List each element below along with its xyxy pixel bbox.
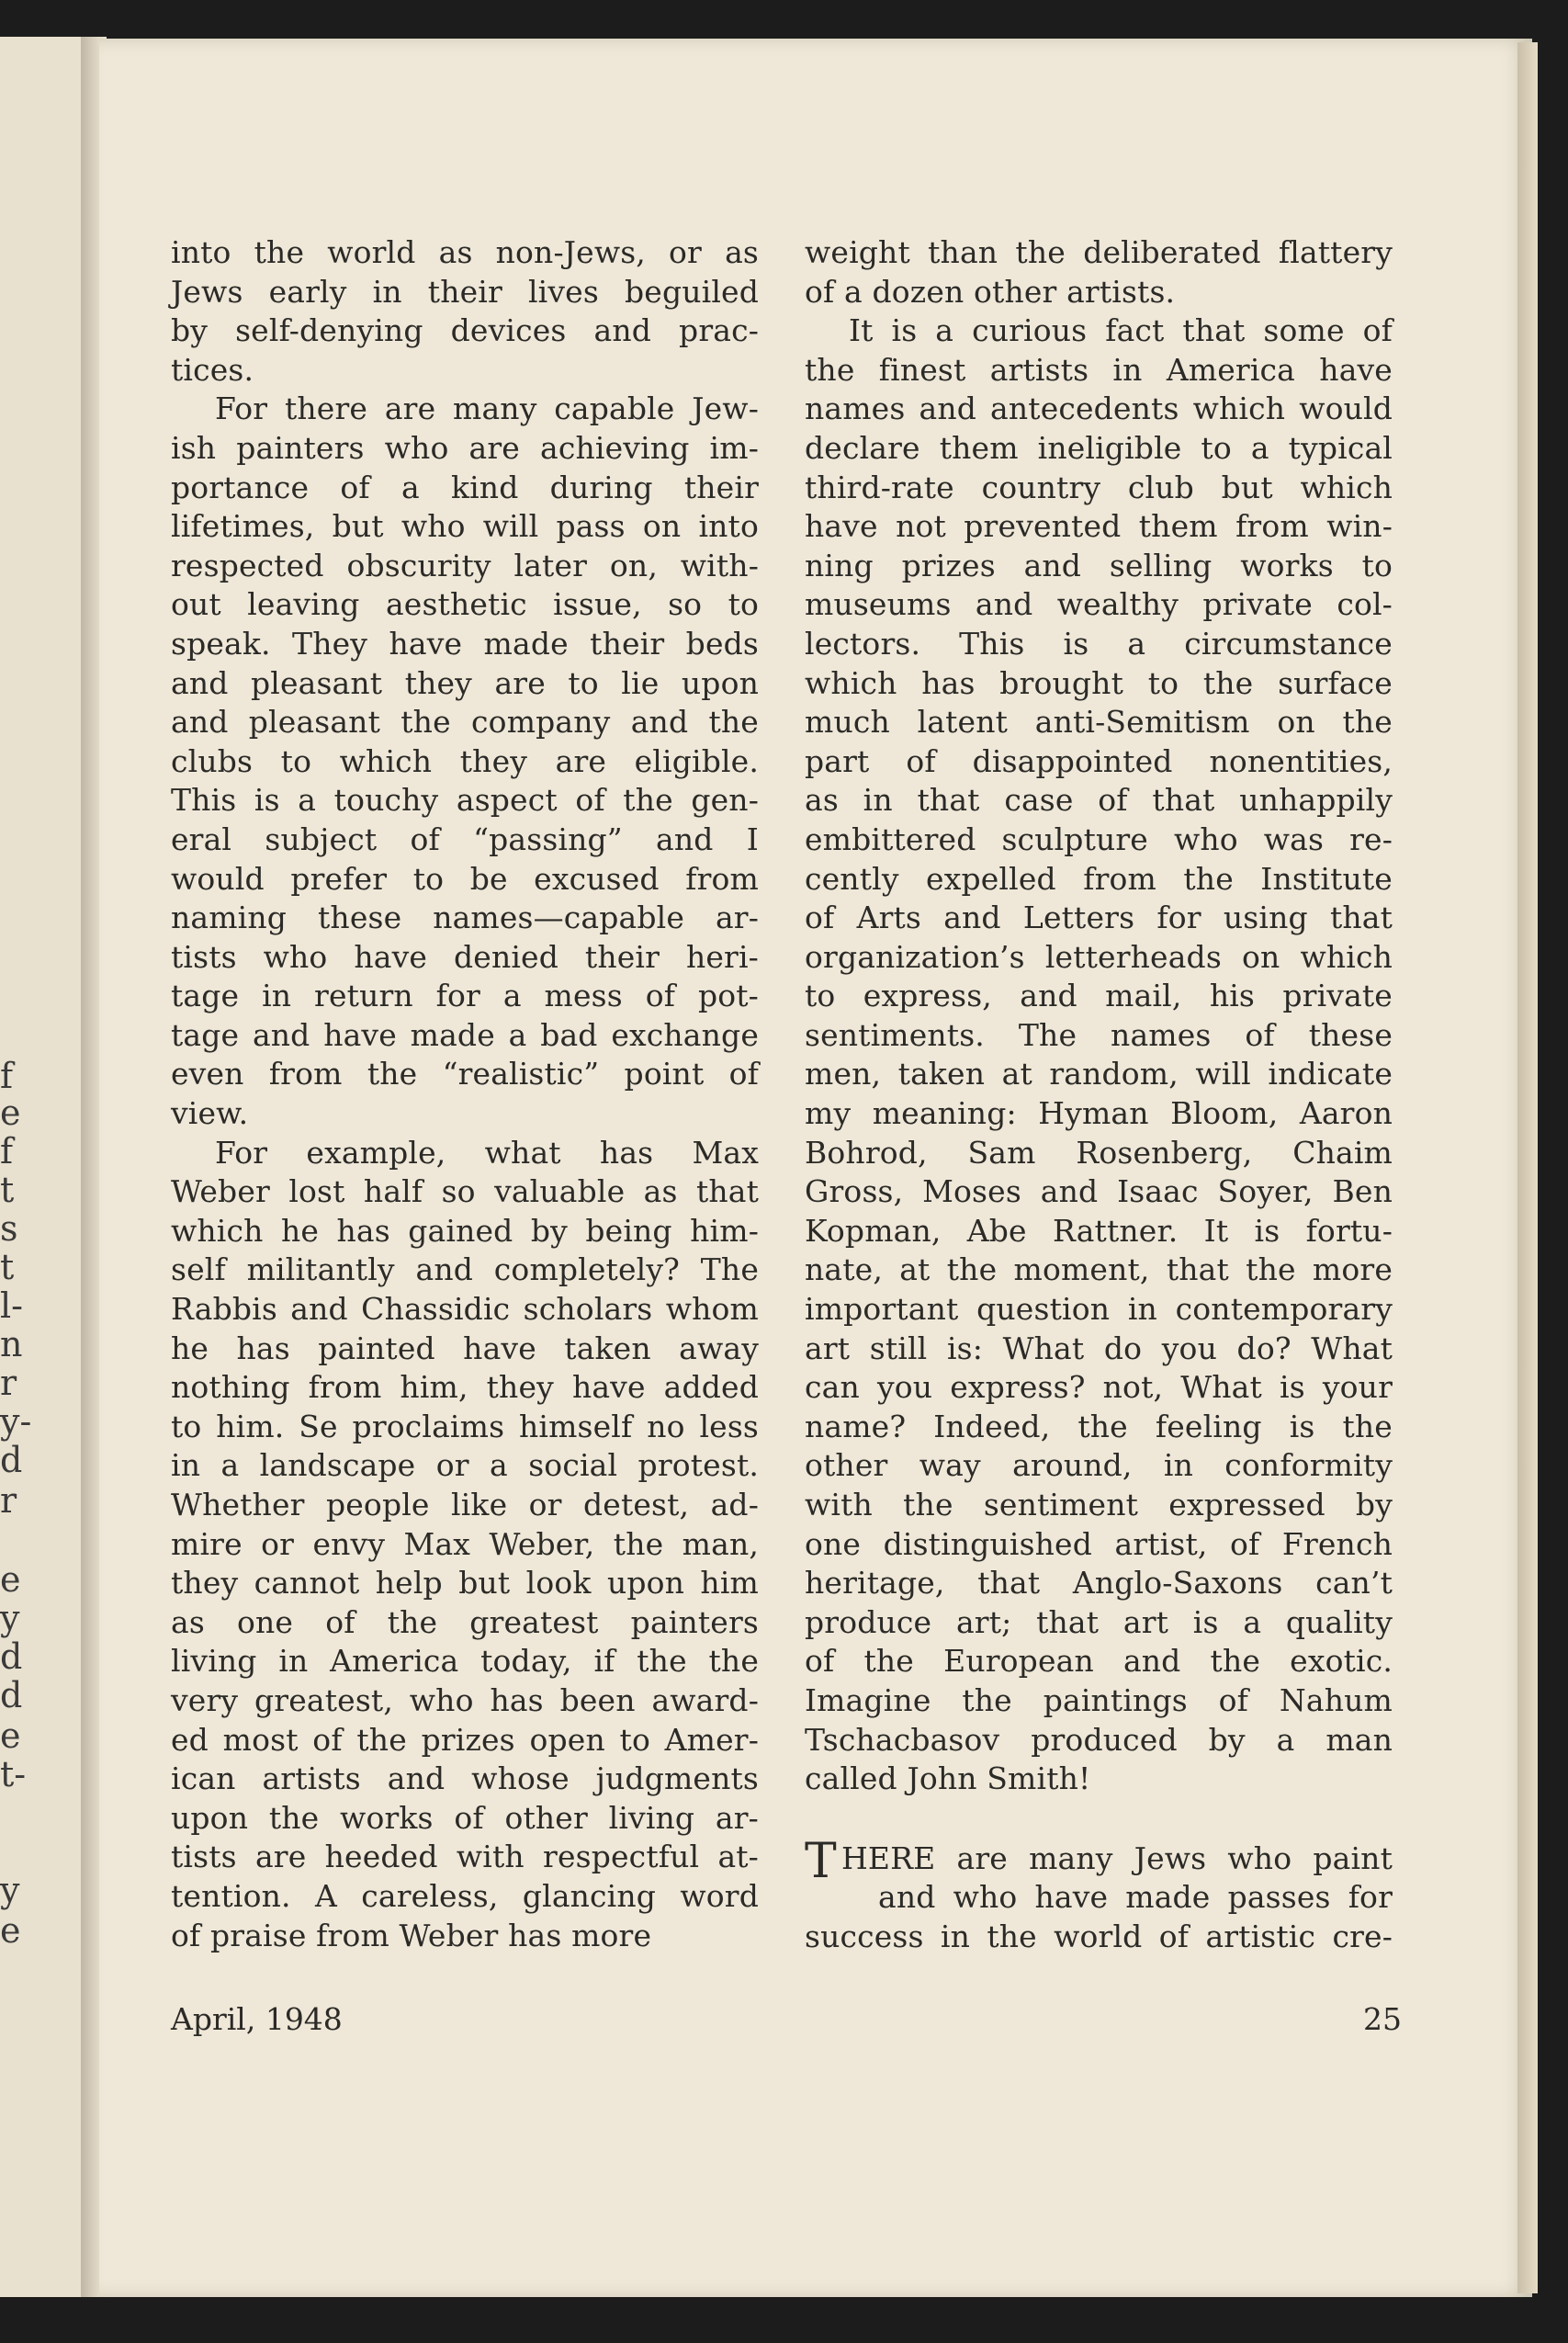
previous-page-fragment: t [0, 1170, 15, 1210]
text-line: It is a curious fact that some of [849, 312, 1393, 349]
text-line: as in that case of that unhappily [805, 782, 1393, 819]
text-line: Imagine the paintings of Nahum [805, 1681, 1393, 1718]
text-line: This is a touchy aspect of the gen- [171, 782, 759, 819]
text-line: one distinguished artist, of French [805, 1525, 1393, 1562]
text-line: and pleasant they are to lie upon [171, 664, 759, 701]
text-line: and who have made passes for [878, 1879, 1393, 1916]
previous-page-fragment: d [0, 1675, 23, 1715]
page-number: 25 [1363, 2001, 1402, 2037]
text-line: sentiments. The names of these [805, 1016, 1393, 1053]
text-line: self militantly and completely? The [171, 1251, 759, 1288]
previous-page-fragment: f [0, 1056, 14, 1096]
previous-page-fragment: t [0, 1247, 15, 1287]
text-line: upon the works of other living ar- [171, 1799, 759, 1836]
text-line: speak. They have made their beds [171, 625, 759, 662]
right-column [805, 233, 1393, 1957]
text-line: Rabbis and Chassidic scholars whom [171, 1291, 759, 1328]
text-line: of the European and the exotic. [805, 1643, 1393, 1680]
previous-page-fragment: y [0, 1598, 20, 1638]
text-line: museums and wealthy private col- [805, 586, 1393, 623]
text-line: with the sentiment expressed by [805, 1487, 1393, 1522]
text-line: names and antecedents which would [805, 390, 1393, 427]
text-line: tention. A careless, glancing word [171, 1877, 759, 1914]
text-line: can you express? not, What is your [805, 1369, 1393, 1406]
text-line: For there are many capable Jew- [215, 390, 759, 427]
text-line: ican artists and whose judgments [171, 1760, 759, 1797]
previous-page-fragment: y- [0, 1401, 32, 1442]
text-line: to him. Se proclaims himself no less [171, 1408, 759, 1444]
text-line: important question in contemporary [805, 1291, 1393, 1328]
text-line: which he has gained by being him- [171, 1212, 759, 1249]
text-line: would prefer to be excused from [171, 860, 759, 897]
text-line: to express, and mail, his private [805, 978, 1393, 1014]
text-line: by self-denying devices and prac- [171, 312, 759, 349]
text-line: view. [171, 1095, 249, 1132]
text-line: tage in return for a mess of pot- [171, 978, 759, 1014]
previous-page-fragment: r [0, 1363, 17, 1403]
text-line: out leaving aesthetic issue, so to [171, 586, 759, 623]
text-line: clubs to which they are eligible. [171, 742, 759, 779]
text-line: very greatest, who has been award- [171, 1681, 759, 1718]
text-line: art still is: What do you do? What [805, 1330, 1393, 1366]
text-line: have not prevented them from win- [805, 508, 1393, 545]
text-line: cently expelled from the Institute [805, 860, 1393, 897]
previous-page-fragment: l- [0, 1285, 23, 1326]
text-line: weight than the deliberated flattery [805, 234, 1393, 270]
text-line: my meaning: Hyman Bloom, Aaron [805, 1095, 1393, 1132]
text-line: part of disappointed nonentities, [805, 742, 1393, 779]
previous-page-fragment: d [0, 1636, 23, 1677]
text-line: nate, at the moment, that the more [805, 1251, 1393, 1288]
text-line: lectors. This is a circumstance [805, 625, 1393, 662]
text-line: third-rate country club but which [805, 469, 1393, 505]
text-line: in a landscape or a social protest. [171, 1447, 759, 1484]
text-line: Kopman, Abe Rattner. It is fortu- [805, 1212, 1393, 1249]
text-line: Jews early in their lives beguiled [171, 273, 759, 310]
text-line: men, taken at random, will indicate [805, 1056, 1393, 1092]
text-line: Weber lost half so valuable as that [171, 1173, 759, 1210]
text-line: lifetimes, but who will pass on into [171, 508, 759, 545]
previous-page-edge [0, 37, 92, 2297]
previous-page-fragment: s [0, 1208, 18, 1249]
text-line: he has painted have taken away [171, 1330, 759, 1366]
text-line: into the world as non-Jews, or as [171, 234, 759, 270]
text-line: produce art; that art is a quality [805, 1603, 1393, 1640]
text-line: eral subject of “passing” and I [171, 821, 759, 857]
text-line: of praise from Weber has more [171, 1917, 652, 1953]
previous-page-fragment: d [0, 1440, 23, 1480]
text-line: ed most of the prizes open to Amer- [171, 1721, 759, 1758]
previous-page-fragment: f [0, 1131, 14, 1172]
text-line: of Arts and Letters for using that [805, 900, 1393, 936]
previous-page-fragment: n [0, 1324, 23, 1364]
text-line: respected obscurity later on, with- [171, 547, 759, 583]
drop-cap: T [805, 1833, 837, 1889]
text-line: tage and have made a bad exchange [171, 1016, 759, 1053]
text-line: HERE are many Jews who paint [841, 1839, 1393, 1876]
text-line: Gross, Moses and Isaac Soyer, Ben [805, 1173, 1393, 1210]
issue-date: April, 1948 [171, 2001, 343, 2037]
text-line: tists who have denied their heri- [171, 938, 759, 975]
text-line: success in the world of artistic cre- [805, 1918, 1393, 1954]
text-line: of a dozen other artists. [805, 273, 1176, 310]
text-line: organization’s letterheads on which [805, 938, 1393, 975]
text-line: even from the “realistic” point of [171, 1056, 759, 1092]
left-column [171, 233, 759, 1955]
previous-page-fragment: y [0, 1870, 20, 1910]
text-line: For example, what has Max [215, 1134, 759, 1171]
text-line: tists are heeded with respectful at- [171, 1839, 759, 1875]
previous-page-fragment: e [0, 1910, 21, 1951]
section-break [805, 1799, 1393, 1839]
text-line: Tschacbasov produced by a man [805, 1721, 1393, 1758]
text-line: heritage, that Anglo-Saxons can’t [805, 1565, 1393, 1602]
text-line: naming these names—capable ar- [171, 900, 759, 936]
text-line: ning prizes and selling works to [805, 547, 1393, 583]
text-line: nothing from him, they have added [171, 1369, 759, 1406]
page-edge [1517, 42, 1538, 2293]
previous-page-fragment: t- [0, 1754, 27, 1794]
text-line: tices. [171, 351, 254, 388]
previous-page-fragment: r [0, 1480, 17, 1521]
text-line: they cannot help but look upon him [171, 1565, 759, 1602]
previous-page-fragment: e [0, 1715, 21, 1756]
previous-page-fragment: e [0, 1092, 21, 1133]
text-line: Whether people like or detest, ad- [171, 1487, 759, 1522]
text-line: Bohrod, Sam Rosenberg, Chaim [805, 1134, 1393, 1171]
section-opening [805, 1833, 1393, 1957]
text-line: much latent anti-Semitism on the [805, 704, 1393, 741]
text-line: and pleasant the company and the [171, 704, 759, 741]
text-line: called John Smith! [805, 1760, 1091, 1797]
previous-page-fragment: e [0, 1559, 21, 1600]
text-line: living in America today, if the the [171, 1643, 759, 1680]
text-line: portance of a kind during their [171, 469, 759, 505]
text-line: embittered sculpture who was re- [805, 821, 1393, 857]
text-line: as one of the greatest painters [171, 1603, 759, 1640]
text-line: ish painters who are achieving im- [171, 429, 759, 466]
text-line: which has brought to the surface [805, 664, 1393, 701]
text-line: declare them ineligible to a typical [805, 429, 1393, 466]
text-line: the finest artists in America have [805, 351, 1393, 388]
text-line: mire or envy Max Weber, the man, [171, 1525, 759, 1562]
text-line: other way around, in conformity [805, 1447, 1393, 1484]
text-line: name? Indeed, the feeling is the [805, 1408, 1393, 1444]
